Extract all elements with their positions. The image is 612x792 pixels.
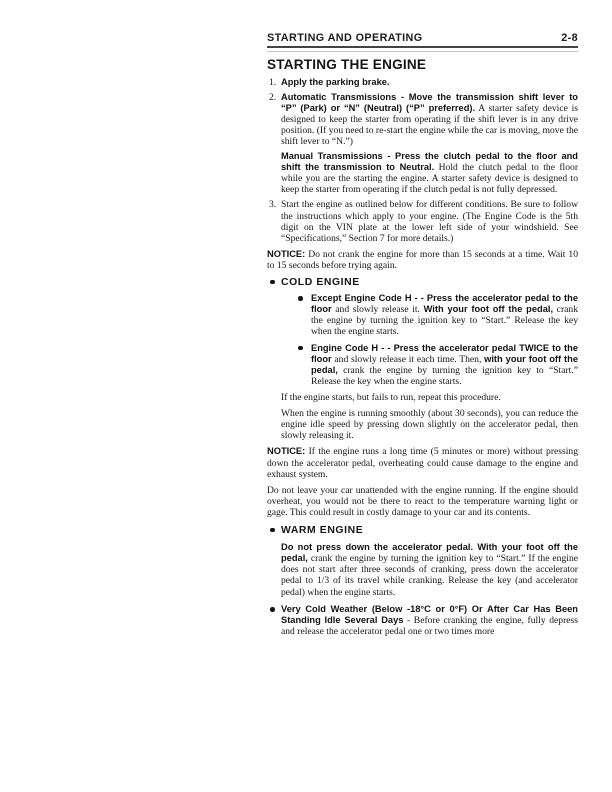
sub2-text-1: and slowly release it each time. Then, <box>331 353 485 365</box>
notice-long-run <box>267 446 578 480</box>
very-cold-bold-text: Very Cold Weather (Below -18°C or 0°F) Or After Car Has Been Standing Idle Several Days <box>281 603 578 625</box>
step-1-number: 1. <box>269 77 277 89</box>
step-1-text: Apply the parking brake. <box>281 77 390 88</box>
step-3 <box>267 199 578 244</box>
cold-engine-sub-except-code-h <box>298 293 578 338</box>
manual-transmissions-bold-text: Manual Transmissions - Press the clutch pedal to the floor and shift the transmission to Neutral. <box>281 150 578 172</box>
step-2 <box>267 92 578 148</box>
warm-engine-heading-label: WARM ENGINE <box>281 524 364 536</box>
bullet-marker-icon <box>270 607 275 612</box>
sub2-bold-2: with your foot off the pedal, <box>311 353 578 376</box>
section-title: STARTING THE ENGINE <box>267 57 427 73</box>
notice-text: If the engine runs a long time (5 minutes or more) without pressing down the accelerator pedal, overheating could cause damage to the engine and exhaust system. <box>267 446 578 480</box>
step-2-number: 2. <box>269 91 277 103</box>
header-rule-ghost <box>267 51 578 52</box>
sub1-bold-1: Except Engine Code H - - Press the accelerator pedal to the floor <box>311 292 578 315</box>
manual-transmissions-paragraph <box>281 151 578 196</box>
very-cold-body-text: - Before cranking the engine, fully depress and release the accelerator pedal one or two times more <box>281 614 578 638</box>
bullet-marker-icon <box>270 280 275 285</box>
step-1 <box>267 77 578 88</box>
step-3-number: 3. <box>269 199 277 211</box>
notice-label: NOTICE: <box>267 249 306 260</box>
header-page-number: 2-8 <box>561 32 578 44</box>
cold-engine-heading-label: COLD ENGINE <box>281 276 360 288</box>
cold-engine-repeat-paragraph: If the engine starts, but fails to run, repeat this procedure. <box>281 392 501 404</box>
manual-transmissions-body-text: Hold the clutch pedal to the floor while you are the starting the engine. A starter safety device is designed to keep the starter from operating if the clutch pedal is not fully depressed. <box>281 161 579 196</box>
cold-engine-heading <box>267 277 578 288</box>
sub1-text-1: and slowly release it. <box>331 304 424 316</box>
warm-engine-paragraph <box>281 542 578 598</box>
notice-label: NOTICE: <box>267 446 306 457</box>
header-section-title: STARTING AND OPERATING <box>267 32 423 44</box>
step-2-bold-text: Automatic Transmissions - Move the transmission shift lever to “P” (Park) or “N” (Neutral) (“P” preferred). <box>281 91 578 113</box>
sub1-bold-2: With your foot off the pedal, <box>423 304 554 315</box>
header-rule <box>267 46 578 48</box>
bullet-marker-icon <box>298 296 303 301</box>
warm-engine-bold-text: Do not press down the accelerator pedal. With your foot off the pedal, <box>281 541 578 563</box>
sub1-text-2: crank the engine by turning the ignition key to “Start.” Release the key when the engine starts. <box>311 304 578 338</box>
bullet-marker-icon <box>270 528 275 533</box>
very-cold-weather-item <box>267 604 578 638</box>
step-2-body-text: A starter safety device is designed to keep the starter from operating if the shift lever is in any drive position. (If you need to re-start the engine while the car is moving, move the shift lever to “N.”) <box>281 102 578 148</box>
cold-engine-idle-paragraph: When the engine is running smoothly (about 30 seconds), you can reduce the engine idle speed by pressing down slightly on the accelerator pedal, then slowly releasing it. <box>281 407 578 442</box>
notice-crank-limit <box>267 249 578 271</box>
unattended-warning-paragraph: Do not leave your car unattended with the engine running. If the engine should overheat, you would not be there to react to the temperature warning light or gage. This could result in costly damage to your car and its contents. <box>267 484 578 519</box>
warm-engine-heading <box>267 525 578 536</box>
cold-engine-sub-code-h <box>298 343 578 388</box>
step-3-text: Start the engine as outlined below for different conditions. Be sure to follow the instructions which apply to your engine. (The Engine Code is the 5th digit on the VIN plate at the lower left side of your windshield. See “Specifications,” Section 7 for more details.) <box>281 199 578 245</box>
page-content <box>267 33 578 642</box>
warm-engine-body-text: crank the engine by turning the ignition key to “Start.” If the engine does not start after three seconds of cranking, press down the accelerator pedal to 1/3 of its travel while cranking. Release the key (and accelerator pedal) when the engine starts. <box>281 552 578 598</box>
sub2-bold-1: Engine Code H - - Press the accelerator pedal TWICE to the floor <box>311 342 578 364</box>
sub2-text-2: crank the engine by turning the ignition key to “Start.” Release the key when the engine starts. <box>311 365 578 388</box>
bullet-marker-icon <box>298 346 303 351</box>
page-header <box>267 33 578 44</box>
notice-text: Do not crank the engine for more than 15 seconds at a time. Wait 10 to 15 seconds before trying again. <box>267 249 578 272</box>
